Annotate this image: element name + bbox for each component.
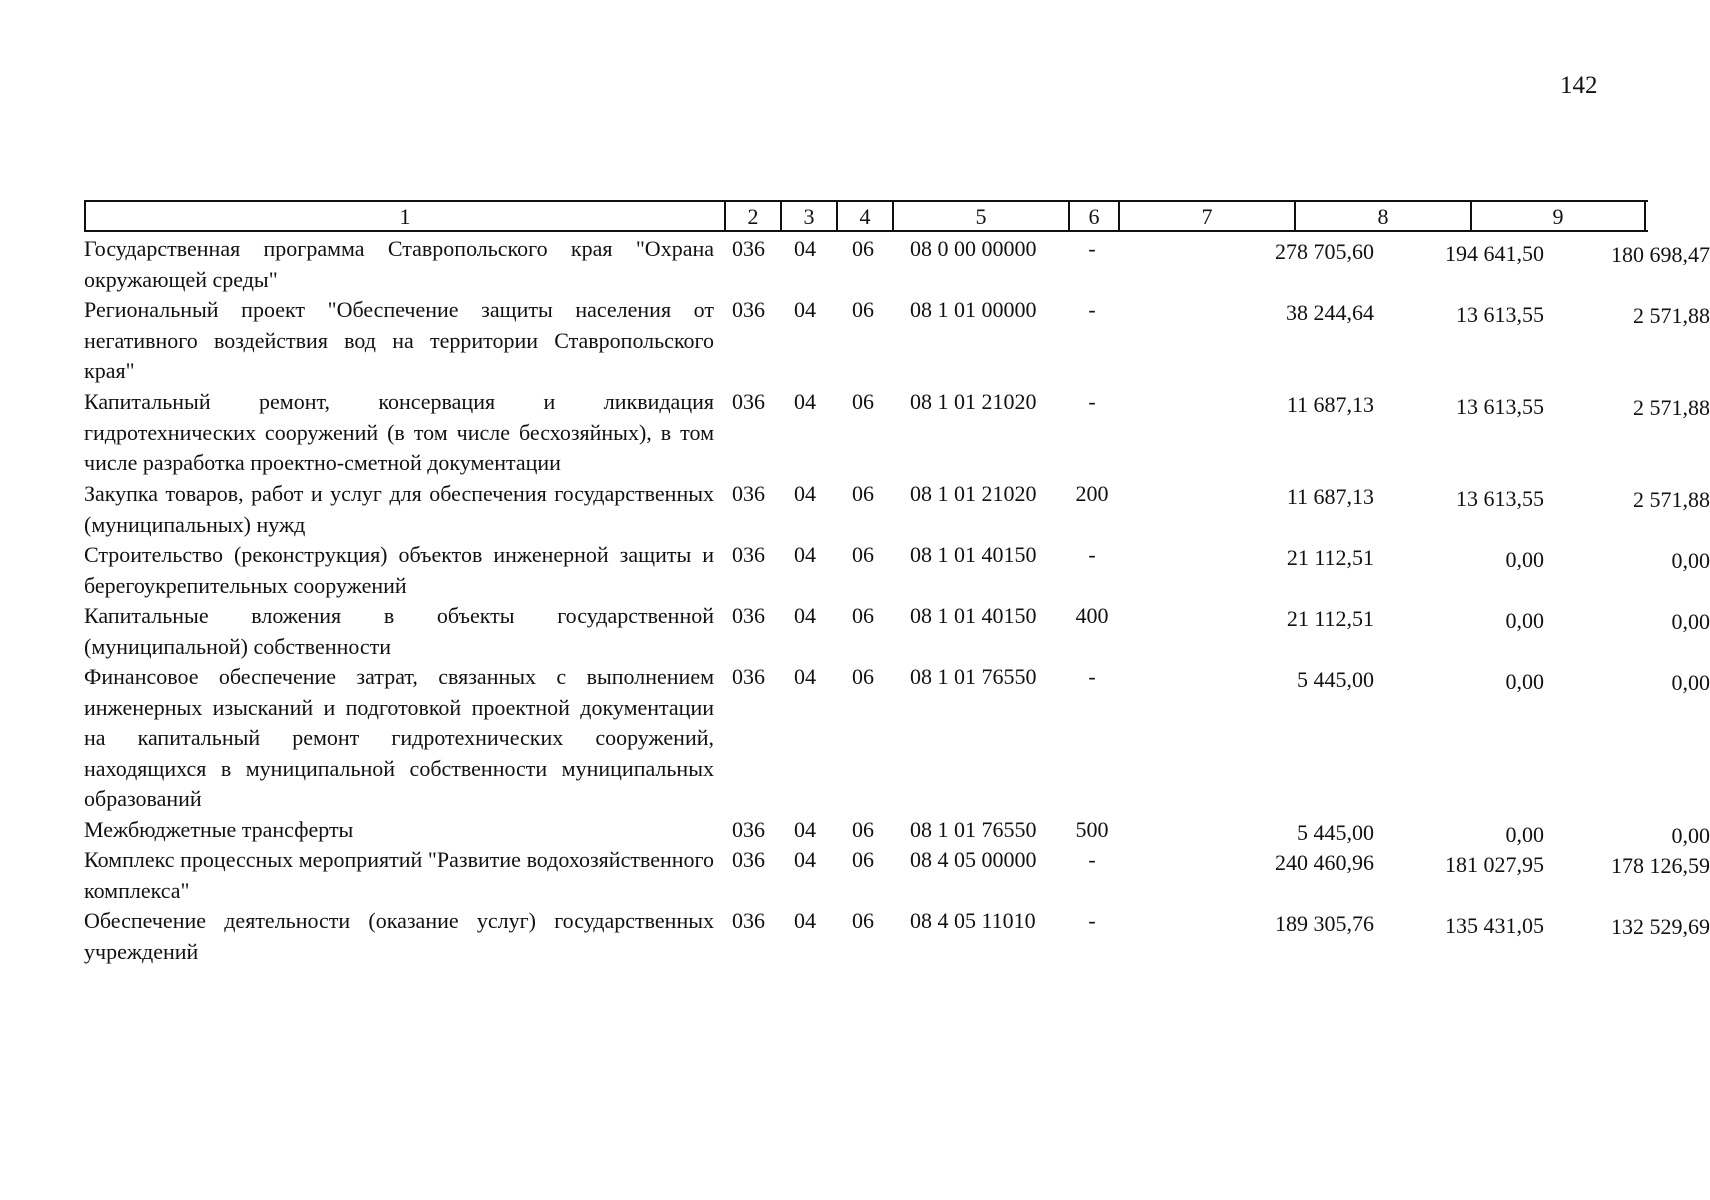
row-name: Финансовое обеспечение затрат, связанных с выполнением инженерных изысканий и подготовкой проектной документации на капитальный ремонт гидротехнических сооружений, находящихся в муниципальной собственности муниципальных образований — [84, 664, 714, 811]
row-col-2: 036 — [732, 908, 765, 933]
row-col-6: - — [1088, 847, 1096, 872]
row-col-8: 0,00 — [1505, 669, 1544, 694]
row-col-3: 04 — [794, 542, 816, 567]
row-col-3: 04 — [794, 297, 816, 322]
row-name: Региональный проект "Обеспечение защиты населения от негативного воздействия вод на территории Ставропольского края" — [84, 297, 714, 383]
row-col-7: 240 460,96 — [1275, 850, 1374, 875]
row-col-6: 500 — [1075, 817, 1109, 842]
row-col-8: 0,00 — [1505, 547, 1544, 572]
column-number-header — [84, 200, 1648, 232]
row-col-7: 11 687,13 — [1286, 484, 1374, 509]
page-number: 142 — [1560, 72, 1598, 99]
header-col-7: 7 — [1118, 202, 1294, 230]
row-col-4: 06 — [852, 603, 874, 628]
row-col-9: 0,00 — [1671, 823, 1710, 848]
row-col-5: 08 1 01 76550 — [910, 664, 1037, 689]
row-name: Капитальные вложения в объекты государственной (муниципальной) собственности — [84, 603, 714, 659]
row-col-9: 2 571,88 — [1633, 303, 1710, 328]
row-col-5: 08 1 01 21020 — [910, 481, 1037, 506]
row-col-8: 13 613,55 — [1456, 394, 1544, 419]
row-col-8: 181 027,95 — [1445, 852, 1544, 877]
row-col-3: 04 — [794, 603, 816, 628]
header-col-6: 6 — [1068, 202, 1118, 230]
row-col-7: 21 112,51 — [1286, 545, 1374, 570]
row-col-7: 189 305,76 — [1275, 911, 1374, 936]
row-col-4: 06 — [852, 847, 874, 872]
row-col-9: 0,00 — [1671, 548, 1710, 573]
row-name: Обеспечение деятельности (оказание услуг) государственных учреждений — [84, 908, 714, 964]
row-name: Строительство (реконструкция) объектов инженерной защиты и берегоукрепительных сооружений — [84, 542, 714, 598]
row-col-3: 04 — [794, 847, 816, 872]
row-col-8: 135 431,05 — [1445, 913, 1544, 938]
row-col-6: - — [1088, 542, 1096, 567]
row-col-2: 036 — [732, 542, 765, 567]
row-col-5: 08 0 00 00000 — [910, 236, 1037, 261]
row-col-4: 06 — [852, 389, 874, 414]
row-col-8: 0,00 — [1505, 608, 1544, 633]
row-col-9: 0,00 — [1671, 609, 1710, 634]
row-col-4: 06 — [852, 481, 874, 506]
row-col-5: 08 1 01 40150 — [910, 603, 1037, 628]
row-col-2: 036 — [732, 297, 765, 322]
row-col-7: 278 705,60 — [1275, 239, 1374, 264]
row-col-4: 06 — [852, 817, 874, 842]
row-col-9: 180 698,47 — [1611, 242, 1710, 267]
row-col-9: 132 529,69 — [1611, 914, 1710, 939]
header-col-1: 1 — [84, 202, 724, 230]
row-col-2: 036 — [732, 481, 765, 506]
row-col-2: 036 — [732, 236, 765, 261]
row-col-5: 08 1 01 76550 — [910, 817, 1037, 842]
header-col-9: 9 — [1470, 202, 1646, 230]
row-col-9: 178 126,59 — [1611, 853, 1710, 878]
header-col-3: 3 — [780, 202, 836, 230]
row-col-7: 21 112,51 — [1286, 606, 1374, 631]
row-col-9: 2 571,88 — [1633, 487, 1710, 512]
row-col-8: 13 613,55 — [1456, 486, 1544, 511]
row-col-3: 04 — [794, 389, 816, 414]
row-col-7: 5 445,00 — [1297, 820, 1374, 845]
row-col-4: 06 — [852, 236, 874, 261]
row-col-6: - — [1088, 389, 1096, 414]
row-col-4: 06 — [852, 542, 874, 567]
row-col-3: 04 — [794, 236, 816, 261]
row-col-2: 036 — [732, 603, 765, 628]
header-col-2: 2 — [724, 202, 780, 230]
row-col-6: - — [1088, 297, 1096, 322]
row-col-5: 08 1 01 21020 — [910, 389, 1037, 414]
header-col-4: 4 — [836, 202, 892, 230]
row-col-7: 38 244,64 — [1286, 300, 1374, 325]
row-col-6: - — [1088, 664, 1096, 689]
row-name: Государственная программа Ставропольского края "Охрана окружающей среды" — [84, 236, 714, 292]
row-col-4: 06 — [852, 297, 874, 322]
header-col-8: 8 — [1294, 202, 1470, 230]
row-col-6: 400 — [1075, 603, 1109, 628]
row-col-4: 06 — [852, 908, 874, 933]
row-name: Капитальный ремонт, консервация и ликвидация гидротехнических сооружений (в том числе бесхозяйных), в том числе разработка проектно-сметной документации — [84, 389, 714, 475]
row-col-5: 08 1 01 40150 — [910, 542, 1037, 567]
row-col-2: 036 — [732, 847, 765, 872]
row-col-7: 11 687,13 — [1286, 392, 1374, 417]
header-col-5: 5 — [892, 202, 1068, 230]
row-col-8: 13 613,55 — [1456, 302, 1544, 327]
row-col-2: 036 — [732, 817, 765, 842]
row-col-9: 0,00 — [1671, 670, 1710, 695]
row-col-2: 036 — [732, 664, 765, 689]
row-col-4: 06 — [852, 664, 874, 689]
row-col-3: 04 — [794, 817, 816, 842]
row-col-5: 08 1 01 00000 — [910, 297, 1037, 322]
row-col-8: 0,00 — [1505, 822, 1544, 847]
row-name: Закупка товаров, работ и услуг для обеспечения государственных (муниципальных) нужд — [84, 481, 714, 537]
row-col-5: 08 4 05 11010 — [910, 908, 1036, 933]
row-col-3: 04 — [794, 481, 816, 506]
row-col-2: 036 — [732, 389, 765, 414]
row-col-3: 04 — [794, 664, 816, 689]
row-name: Межбюджетные трансферты — [84, 817, 354, 842]
row-name: Комплекс процессных мероприятий "Развитие водохозяйственного комплекса" — [84, 847, 714, 903]
row-col-6: - — [1088, 908, 1096, 933]
row-col-8: 194 641,50 — [1445, 241, 1544, 266]
row-col-6: 200 — [1075, 481, 1109, 506]
row-col-5: 08 4 05 00000 — [910, 847, 1037, 872]
row-col-3: 04 — [794, 908, 816, 933]
row-col-9: 2 571,88 — [1633, 395, 1710, 420]
row-col-7: 5 445,00 — [1297, 667, 1374, 692]
row-col-6: - — [1088, 236, 1096, 261]
